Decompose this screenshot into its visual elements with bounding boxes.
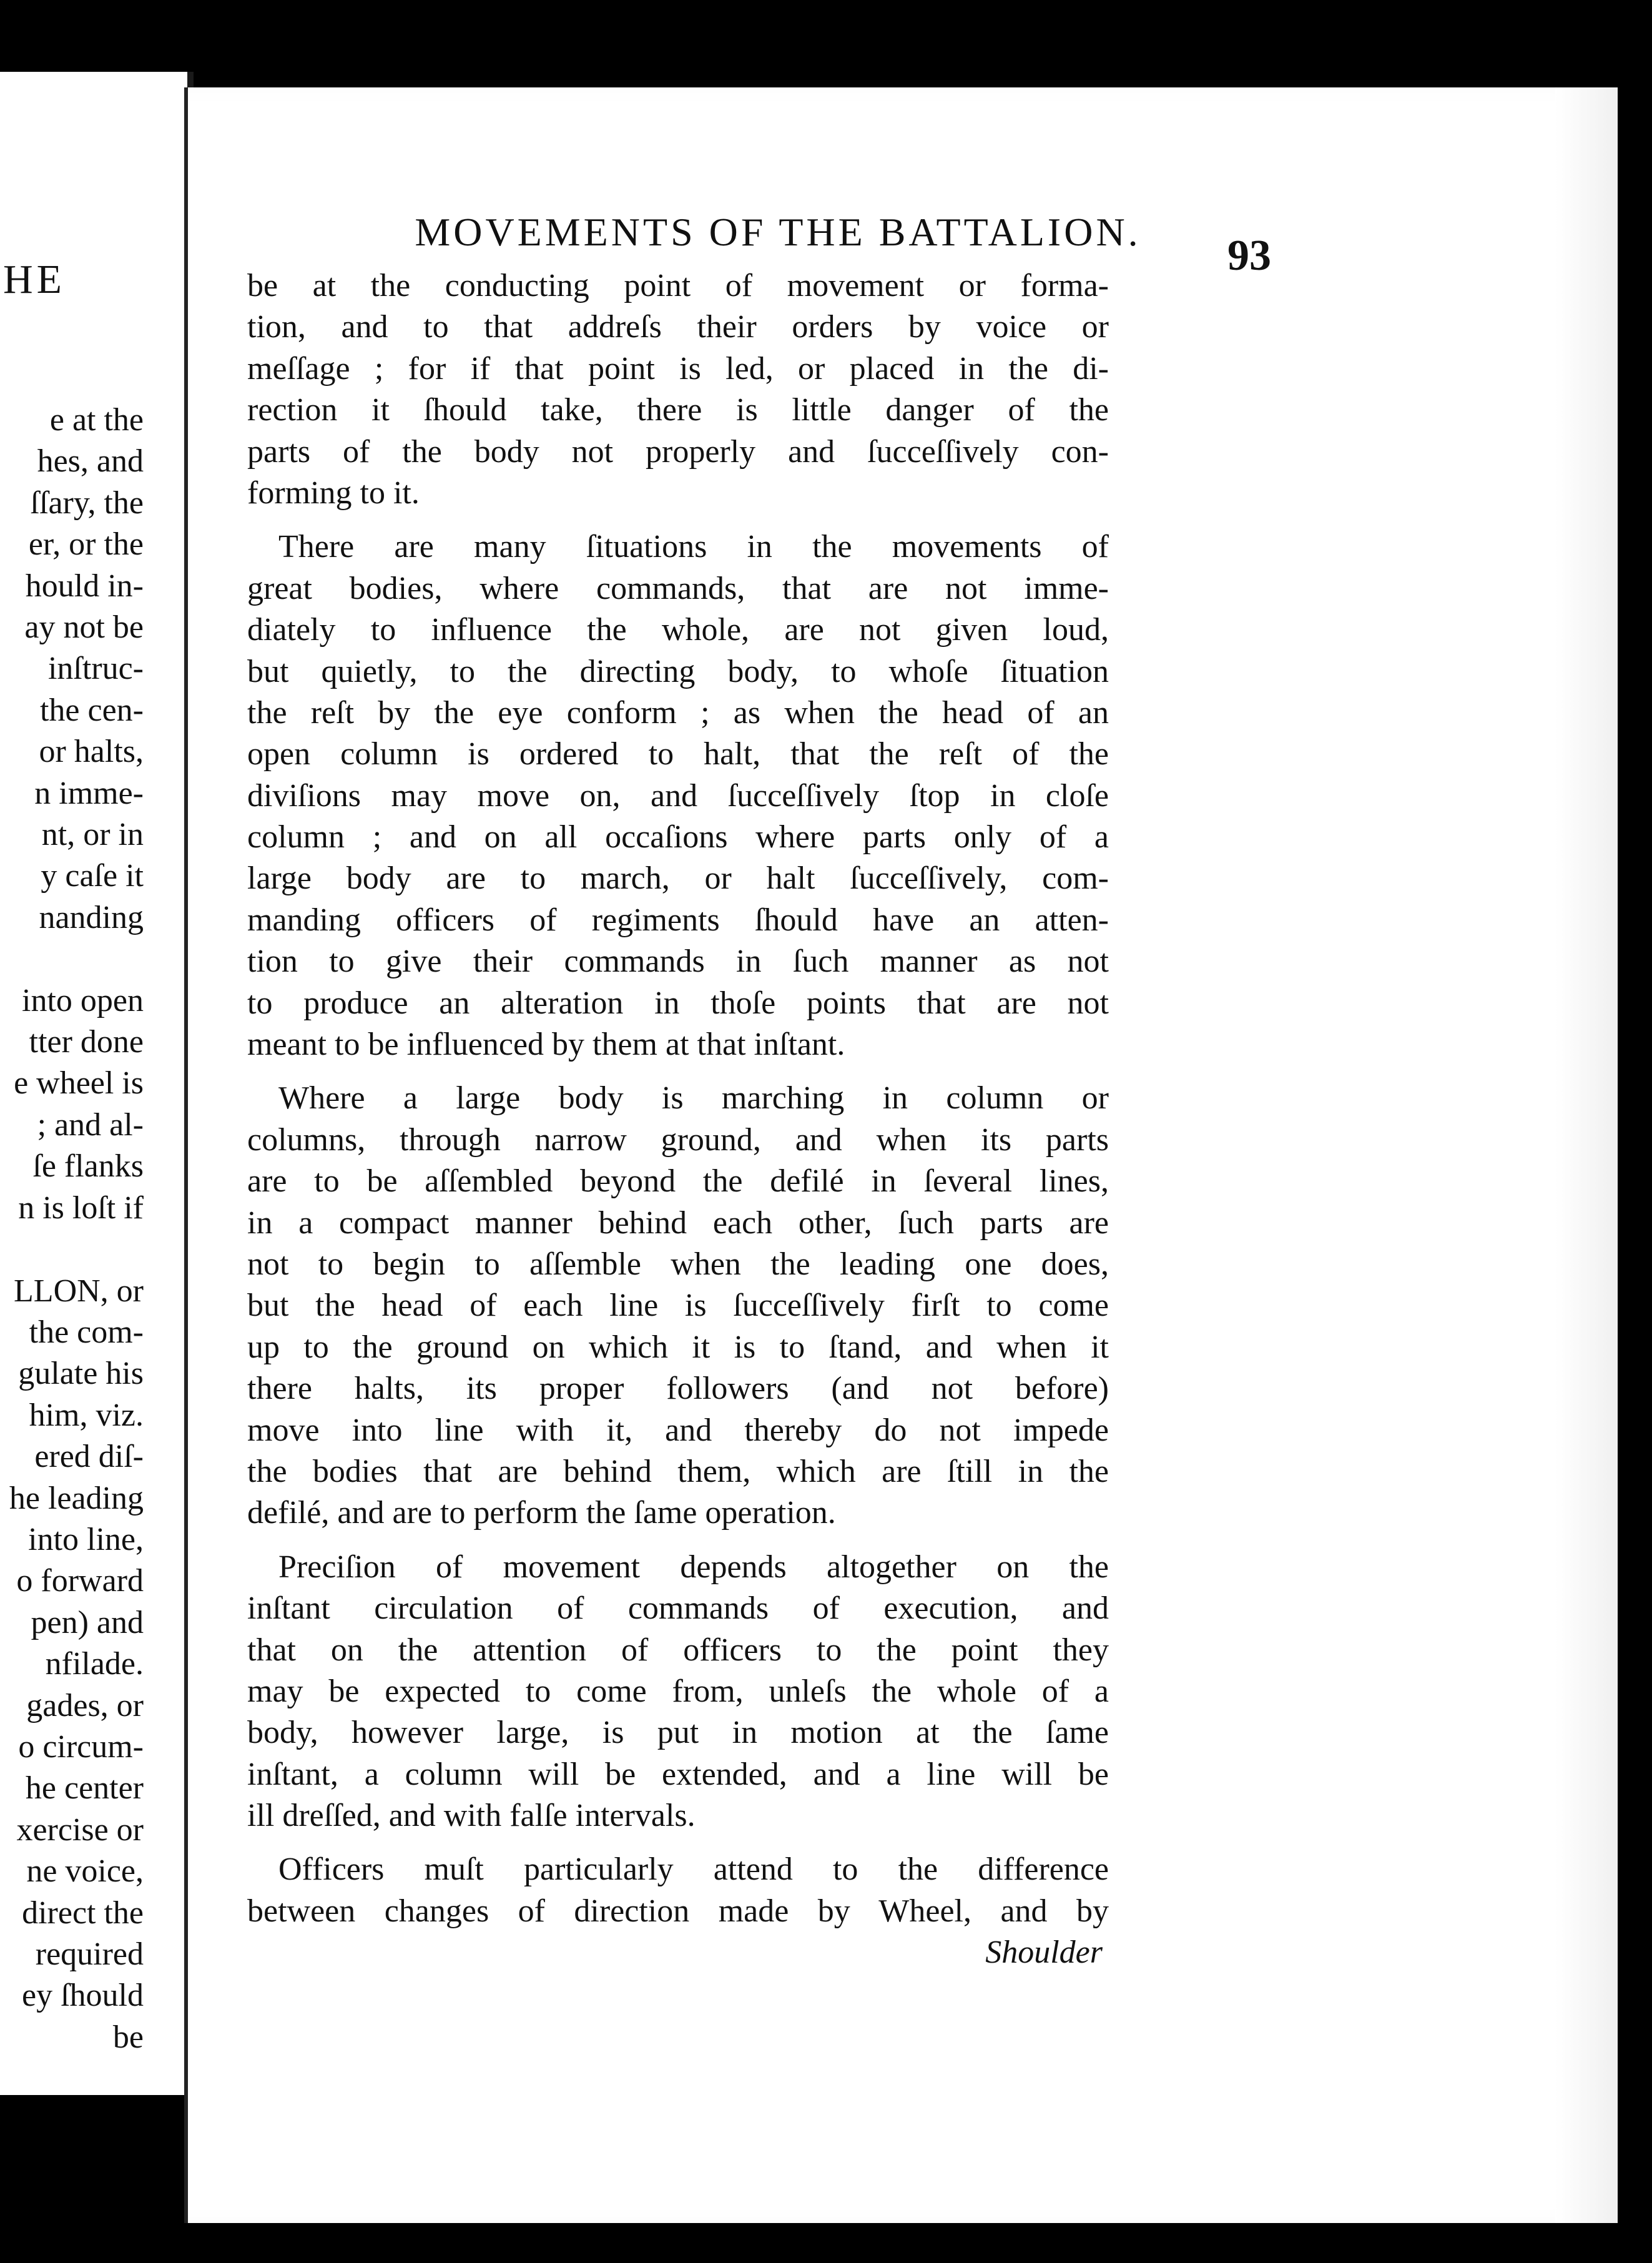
text-line: inſtant, a column will be extended, and a line will be	[247, 1756, 1109, 1792]
right-page	[184, 87, 1618, 2223]
text-line: great bodies, where commands, that are not imme-	[247, 570, 1109, 606]
text-line: columns, through narrow ground, and when its parts	[247, 1122, 1109, 1158]
left-text-line: inſtruc-	[47, 651, 144, 687]
left-text-line: e wheel is	[14, 1065, 144, 1102]
left-text-line: ; and al-	[37, 1107, 144, 1143]
left-text-line: into open	[22, 982, 144, 1018]
text-line: tion, and to that addreſs their orders by voice or	[247, 309, 1109, 345]
left-page-text	[9, 400, 144, 2058]
left-text-line: n is loſt if	[18, 1190, 144, 1226]
text-line: inſtant circulation of commands of execution, and	[247, 1590, 1109, 1627]
text-line: the reſt by the eye conform ; as when the head of an	[247, 694, 1109, 731]
text-line: manding officers of regiments ſhould have an atten-	[247, 902, 1109, 938]
text-line: large body are to march, or halt ſucceſſively, com-	[247, 860, 1109, 897]
left-text-line	[9, 939, 144, 980]
paragraph-gap	[247, 1534, 1109, 1547]
left-running-head-fragment: HE	[3, 257, 66, 302]
left-text-line: hould in-	[25, 568, 144, 604]
left-text-line: nt, or in	[41, 817, 144, 853]
text-line: Preciſion of movement depends altogether on the	[278, 1549, 1109, 1585]
left-text-line: hes, and	[37, 443, 144, 480]
left-text-line: tter done	[29, 1024, 144, 1060]
left-text-line: pen) and	[31, 1604, 144, 1640]
left-text-line	[9, 1229, 144, 1270]
left-text-line: gulate his	[18, 1356, 144, 1392]
text-line: move into line with it, and thereby do not impede	[247, 1412, 1109, 1448]
text-line: are to be aſſembled beyond the defilé in ſeveral lines,	[247, 1163, 1109, 1200]
left-page-fragment	[0, 72, 194, 2095]
paragraph	[247, 1078, 1109, 1534]
left-text-line: e at the	[49, 402, 144, 438]
body-text	[247, 265, 1109, 1974]
text-line: not to begin to aſſemble when the leading one does,	[247, 1246, 1109, 1282]
text-line: the bodies that are behind them, which are ſtill in the	[247, 1453, 1109, 1489]
left-text-line: ſſary, the	[30, 485, 144, 521]
left-text-line: ſe flanks	[32, 1148, 144, 1185]
text-line: but quietly, to the directing body, to whoſe ſituation	[247, 653, 1109, 689]
left-text-line: o forward	[16, 1563, 144, 1599]
page-edge-shadow	[1555, 87, 1618, 2223]
text-line: Officers muſt particularly attend to the difference	[278, 1851, 1109, 1888]
paragraph-gap	[247, 514, 1109, 526]
text-line: column ; and on all occaſions where parts only of a	[247, 819, 1109, 855]
paragraph	[247, 1547, 1109, 1837]
text-line: meſſage ; for if that point is led, or placed in the di-	[247, 350, 1109, 387]
text-line: that on the attention of officers to the point they	[247, 1632, 1109, 1668]
paragraph-gap	[247, 1065, 1109, 1078]
left-text-line: y caſe it	[41, 858, 144, 894]
left-text-line: nfilade.	[45, 1646, 144, 1682]
left-text-line: o circum-	[18, 1728, 144, 1765]
text-line: There are many ſituations in the movements of	[278, 529, 1109, 565]
paragraph	[247, 526, 1109, 1065]
left-text-line: ay not be	[24, 609, 144, 646]
text-line: may be expected to come from, unleſs the whole of a	[247, 1673, 1109, 1709]
left-text-line: required	[35, 1936, 144, 1972]
left-text-line: n imme-	[34, 775, 144, 811]
left-text-line: nanding	[39, 899, 144, 935]
text-line: Where a large body is marching in column or	[278, 1080, 1109, 1117]
text-line: be at the conducting point of movement or forma-	[247, 268, 1109, 303]
text-line: forming to it.	[247, 475, 420, 511]
left-text-line: er, or the	[28, 526, 144, 563]
text-line: in a compact manner behind each other, ſuch parts are	[247, 1205, 1109, 1241]
left-text-line: or halts,	[39, 734, 144, 770]
left-text-line: he leading	[9, 1480, 144, 1516]
text-line: meant to be influenced by them at that inſtant.	[247, 1027, 845, 1063]
text-line: between changes of direction made by Wheel, and by	[247, 1893, 1109, 1929]
left-text-line: he center	[25, 1770, 144, 1807]
paragraph	[247, 1849, 1109, 1932]
left-text-line: ered diſ-	[34, 1439, 144, 1475]
text-line: open column is ordered to halt, that the reſt of the	[247, 736, 1109, 772]
text-line: tion to give their commands in ſuch manner as not	[247, 944, 1109, 980]
text-line: diately to influence the whole, are not given loud,	[247, 612, 1109, 648]
text-line: diviſions may move on, and ſucceſſively ſtop in cloſe	[247, 777, 1109, 814]
text-line: but the head of each line is ſucceſſively firſt to come	[247, 1288, 1109, 1324]
text-line: body, however large, is put in motion at the ſame	[247, 1715, 1109, 1751]
running-head: MOVEMENTS OF THE BATTALION.	[415, 210, 1141, 254]
text-line: there halts, its proper followers (and not before)	[247, 1371, 1109, 1407]
text-line: up to the ground on which it is to ſtand, and when it	[247, 1329, 1109, 1365]
text-line: defilé, and are to perform the ſame operation.	[247, 1495, 836, 1531]
left-text-line: ne voice,	[26, 1853, 144, 1890]
left-text-line: ey ſhould	[22, 1978, 144, 2014]
left-text-line: him, viz.	[29, 1397, 144, 1433]
left-text-line: LLON, or	[14, 1273, 144, 1309]
left-text-line: xercise or	[16, 1812, 144, 1848]
paragraph	[247, 265, 1109, 514]
text-line: to produce an alteration in thoſe points that are not	[247, 985, 1109, 1021]
catchword: Shoulder	[985, 1935, 1103, 1971]
paragraph-gap	[247, 1837, 1109, 1849]
page-number: 93	[1227, 232, 1271, 280]
text-line: ill dreſſed, and with falſe intervals.	[247, 1798, 696, 1834]
left-text-line: direct the	[22, 1895, 144, 1931]
left-text-line: the cen-	[39, 692, 144, 728]
left-text-line: into line,	[28, 1521, 144, 1557]
text-line: rection it ſhould take, there is little danger of the	[247, 392, 1109, 428]
left-text-line: the com-	[29, 1314, 144, 1350]
left-text-line: be	[112, 2019, 144, 2055]
left-text-line: gades, or	[26, 1687, 144, 1723]
text-line: parts of the body not properly and ſucceſſively con-	[247, 433, 1109, 470]
